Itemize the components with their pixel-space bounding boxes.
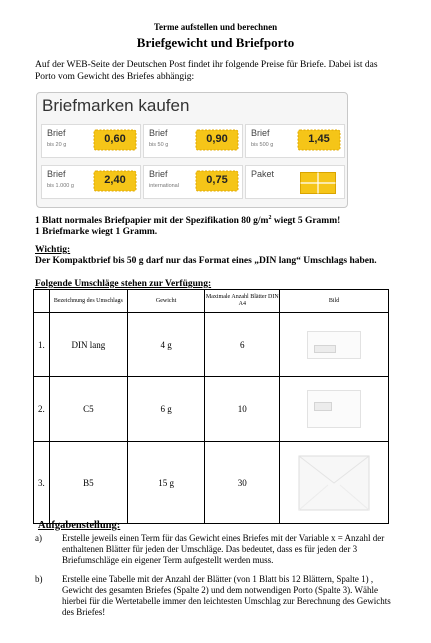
tile-weight: bis 20 g [47, 142, 67, 148]
task-text: Erstelle jeweils einen Term für das Gewicht eines Briefes mit der Variable x = Anzahl der enthaltenen Blätter für jeden der Umschläge. Das bedeutet, dass es für jeden der 3 Briefumschläge ein eigener Term aufgestellt werden muss. [62, 533, 385, 565]
tile-weight: international [149, 183, 179, 189]
envelope-name: C5 [49, 377, 127, 442]
intro-paragraph: Auf der WEB-Seite der Deutschen Post findet ihr folgende Preise für Briefe. Dabei ist das Porto vom Gewicht des Briefes abhängig: [35, 60, 378, 82]
table-header-cell: Bezeichnung des Umschlags [49, 290, 127, 313]
stamp-tile[interactable] [143, 165, 243, 199]
tile-weight: bis 500 g [251, 142, 274, 148]
stamp-price: 2,40 [104, 174, 126, 186]
table-header-cell [34, 290, 50, 313]
tile-name: Paket [251, 169, 275, 179]
envelope-image-cell [280, 313, 389, 377]
envelope-name: DIN lang [49, 313, 127, 377]
tile-name: Brief [47, 128, 66, 138]
tasks-heading: Aufgabenstellung: [38, 520, 121, 531]
stamp-icon [195, 170, 239, 192]
stamp-icon [195, 129, 239, 151]
table-row [34, 442, 389, 524]
stamp-icon [93, 129, 137, 151]
spec-line2: 1 Briefmarke wiegt 1 Gramm. [35, 227, 158, 238]
worksheet-subtitle: Terme aufstellen und berechnen [153, 22, 278, 32]
row-number: 3. [34, 442, 50, 524]
tile-weight: bis 50 g [149, 142, 169, 148]
envelope-image-cell [280, 442, 389, 524]
spec-sup: 2 [268, 215, 272, 221]
stamp-price: 0,75 [206, 174, 228, 186]
envelope-image-cell [280, 377, 389, 442]
task-item [35, 533, 400, 568]
envelope-max-sheets: 6 [205, 313, 280, 377]
envelope-c5-image [307, 390, 361, 428]
row-number: 2. [34, 377, 50, 442]
parcel-tile[interactable] [245, 165, 345, 199]
table-header-row [34, 290, 389, 313]
task-label: a) [35, 533, 42, 543]
stamp-shop-panel [36, 92, 348, 208]
envelope-table [33, 289, 389, 524]
envelope-weight: 6 g [127, 377, 205, 442]
envelope-weight: 15 g [127, 442, 205, 524]
table-header-cell: Bild [280, 290, 389, 313]
table-header-cell: Gewicht [127, 290, 205, 313]
stamp-icon [297, 129, 341, 151]
row-number: 1. [34, 313, 50, 377]
envelope-din-lang-image [307, 331, 361, 359]
shop-title: Briefmarken kaufen [42, 96, 190, 115]
envelope-weight: 4 g [127, 313, 205, 377]
important-text: Der Kompaktbrief bis 50 g darf nur das Format eines „DIN lang“ Umschlags haben. [35, 256, 377, 266]
parcel-icon [300, 172, 336, 199]
paper-spec [35, 213, 340, 238]
stamp-icon [93, 170, 137, 192]
table-row [34, 313, 389, 377]
stamp-tile[interactable] [41, 165, 141, 199]
task-label: b) [35, 574, 43, 584]
spec-line1-suffix: wiegt 5 Gramm! [271, 216, 341, 227]
envelope-b5-image [298, 455, 370, 511]
stamp-tile[interactable] [41, 124, 141, 158]
tile-name: Brief [149, 169, 168, 179]
important-heading: Wichtig: [35, 245, 71, 255]
stamp-price: 0,60 [104, 133, 126, 145]
worksheet-title: Briefgewicht und Briefporto [136, 35, 295, 50]
tile-weight: bis 1.000 g [47, 183, 74, 189]
tile-name: Brief [251, 128, 270, 138]
stamp-price: 0,90 [206, 133, 228, 145]
tile-name: Brief [149, 128, 168, 138]
stamp-tile[interactable] [143, 124, 243, 158]
stamp-tile[interactable] [245, 124, 345, 158]
envelope-name: B5 [49, 442, 127, 524]
tile-name: Brief [47, 169, 66, 179]
task-item [35, 574, 400, 620]
envelope-max-sheets: 10 [205, 377, 280, 442]
table-row [34, 377, 389, 442]
envelope-max-sheets: 30 [205, 442, 280, 524]
stamp-price: 1,45 [308, 133, 330, 145]
table-header-cell: Maximale Anzahl Blätter DIN A4 [205, 290, 280, 313]
table-intro: Folgende Umschläge stehen zur Verfügung: [35, 279, 212, 289]
task-text: Erstelle eine Tabelle mit der Anzahl der Blätter (von 1 Blatt bis 12 Blättern, Spalte 1) , Gewicht des gesamten Briefes (Spalte 2) und dem notwendigen Porto (Spalte 3). Wähle hierbei für die Wertetabelle immer den leichtesten Umschlag zur Berechnung des Gewichts des Briefes! [62, 574, 391, 617]
spec-line1-prefix: 1 Blatt normales Briefpapier mit der Spezifikation 80 g/m [35, 216, 269, 227]
